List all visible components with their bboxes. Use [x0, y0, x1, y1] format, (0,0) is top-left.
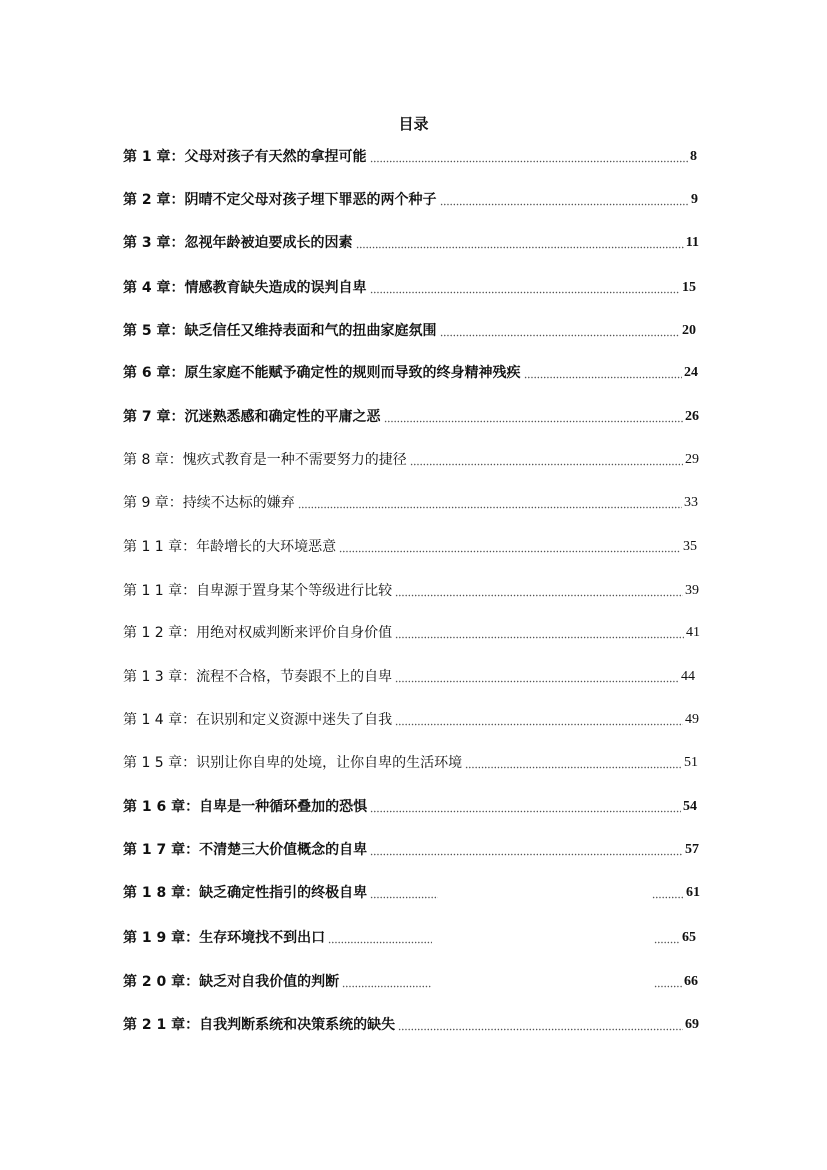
toc-entry-page: 65: [682, 930, 696, 945]
toc-entry-page: 35: [683, 539, 697, 554]
toc-entry-label: 第 2 章：阴晴不定父母对孩子埋下罪恶的两个种子: [123, 192, 437, 208]
toc-entry-page: 49: [685, 712, 699, 727]
toc-entry[interactable]: [123, 884, 700, 902]
toc-entry[interactable]: [123, 408, 699, 426]
toc-entry-label: 第 1 5 章：识别让你自卑的处境，让你自卑的生活环境: [123, 755, 463, 771]
toc-entry-label: 第 5 章：缺乏信任又维持表面和气的扭曲家庭氛围: [123, 323, 437, 339]
toc-entry[interactable]: [123, 148, 697, 166]
toc-leader-dots: [342, 973, 432, 991]
toc-leader-dots: [410, 451, 683, 469]
toc-entry[interactable]: [123, 1016, 699, 1034]
toc-entry[interactable]: [123, 538, 697, 556]
toc-leader-dots: [654, 929, 680, 947]
toc-entry[interactable]: [123, 494, 698, 512]
toc-entry-page: 15: [682, 280, 696, 295]
toc-entry-label: 第 9 章：持续不达标的嫌弃: [123, 495, 295, 511]
toc-title: 目录: [398, 115, 429, 133]
toc-entry-page: 26: [685, 409, 699, 424]
toc-entry[interactable]: [123, 191, 698, 209]
toc-entry-page: 8: [690, 149, 697, 164]
toc-leader-dots: [654, 973, 682, 991]
toc-leader-dots: [384, 408, 684, 426]
toc-leader-dots: [356, 234, 684, 252]
toc-entry-label: 第 1 1 章：自卑源于置身某个等级进行比较: [123, 583, 393, 599]
toc-entry-label: 第 1 2 章：用绝对权威判断来评价自身价值: [123, 625, 393, 641]
toc-leader-dots: [395, 582, 683, 600]
toc-leader-dots: [465, 754, 682, 772]
toc-entry[interactable]: [123, 322, 696, 340]
toc-leader-dots: [440, 322, 681, 340]
toc-leader-dots: [524, 364, 683, 382]
toc-entry-page: 9: [691, 192, 698, 207]
toc-entry-page: 69: [685, 1017, 699, 1032]
toc-entry-page: 41: [686, 625, 700, 640]
toc-entry[interactable]: [123, 841, 699, 859]
toc-entry-label: 第 7 章：沉迷熟悉感和确定性的平庸之恶: [123, 409, 381, 425]
toc-entry-page: 57: [685, 842, 699, 857]
toc-entry-page: 11: [685, 235, 699, 250]
toc-leader-dots: [328, 929, 432, 947]
toc-entry[interactable]: [123, 279, 696, 297]
toc-entry[interactable]: [123, 929, 696, 947]
toc-entry-page: 44: [681, 669, 695, 684]
toc-entry-page: 24: [684, 365, 698, 380]
toc-entry[interactable]: [123, 451, 699, 469]
toc-entry-label: 第 1 7 章：不清楚三大价值概念的自卑: [123, 842, 368, 858]
toc-entry[interactable]: [123, 711, 699, 729]
toc-entry[interactable]: [123, 798, 697, 816]
toc-entry-label: 第 2 0 章：缺乏对自我价值的判断: [123, 974, 340, 990]
toc-leader-dots: [370, 884, 438, 902]
toc-entry-page: 20: [682, 323, 696, 338]
toc-entry-page: 51: [684, 755, 698, 770]
toc-entry-label: 第 8 章：愧疚式教育是一种不需要努力的捷径: [123, 452, 407, 468]
toc-entry-page: 29: [685, 452, 699, 467]
toc-entry-page: 33: [684, 495, 698, 510]
toc-leader-dots: [370, 148, 689, 166]
toc-entry[interactable]: [123, 234, 699, 252]
toc-entry[interactable]: [123, 364, 698, 382]
toc-entry-label: 第 4 章：情感教育缺失造成的误判自卑: [123, 280, 367, 296]
toc-entry-label: 第 6 章：原生家庭不能赋予确定性的规则而导致的终身精神残疾: [123, 365, 521, 381]
toc-entry[interactable]: [123, 582, 699, 600]
toc-entry-label: 第 1 章：父母对孩子有天然的拿捏可能: [123, 149, 367, 165]
toc-leader-dots: [339, 538, 681, 556]
toc-entry-page: 61: [686, 885, 700, 900]
toc-leader-dots: [398, 1016, 683, 1034]
toc-leader-dots: [370, 798, 681, 816]
toc-entry[interactable]: [123, 973, 698, 991]
toc-entry-label: 第 1 1 章：年龄增长的大环境恶意: [123, 539, 337, 555]
toc-entry-label: 第 1 8 章：缺乏确定性指引的终极自卑: [123, 885, 368, 901]
toc-entry[interactable]: [123, 624, 700, 642]
toc-leader-dots: [370, 279, 681, 297]
toc-entry-label: 第 2 1 章：自我判断系统和决策系统的缺失: [123, 1017, 396, 1033]
toc-leader-dots: [395, 668, 679, 686]
toc-entry-label: 第 1 4 章：在识别和定义资源中迷失了自我: [123, 712, 393, 728]
toc-entry-page: 66: [684, 974, 698, 989]
toc-leader-dots: [370, 841, 683, 859]
toc-leader-dots: [298, 494, 682, 512]
toc-leader-dots: [395, 624, 684, 642]
toc-entry-page: 39: [685, 583, 699, 598]
toc-leader-dots: [440, 191, 690, 209]
toc-entry-label: 第 1 6 章：自卑是一种循环叠加的恐惧: [123, 799, 368, 815]
toc-entry-label: 第 1 9 章：生存环境找不到出口: [123, 930, 326, 946]
toc-entry-page: 54: [683, 799, 697, 814]
toc-leader-dots: [652, 884, 684, 902]
toc-entry[interactable]: [123, 668, 695, 686]
toc-entry[interactable]: [123, 754, 698, 772]
toc-entry-label: 第 1 3 章：流程不合格，节奏跟不上的自卑: [123, 669, 393, 685]
toc-entry-label: 第 3 章：忽视年龄被迫要成长的因素: [123, 235, 353, 251]
toc-leader-dots: [395, 711, 683, 729]
